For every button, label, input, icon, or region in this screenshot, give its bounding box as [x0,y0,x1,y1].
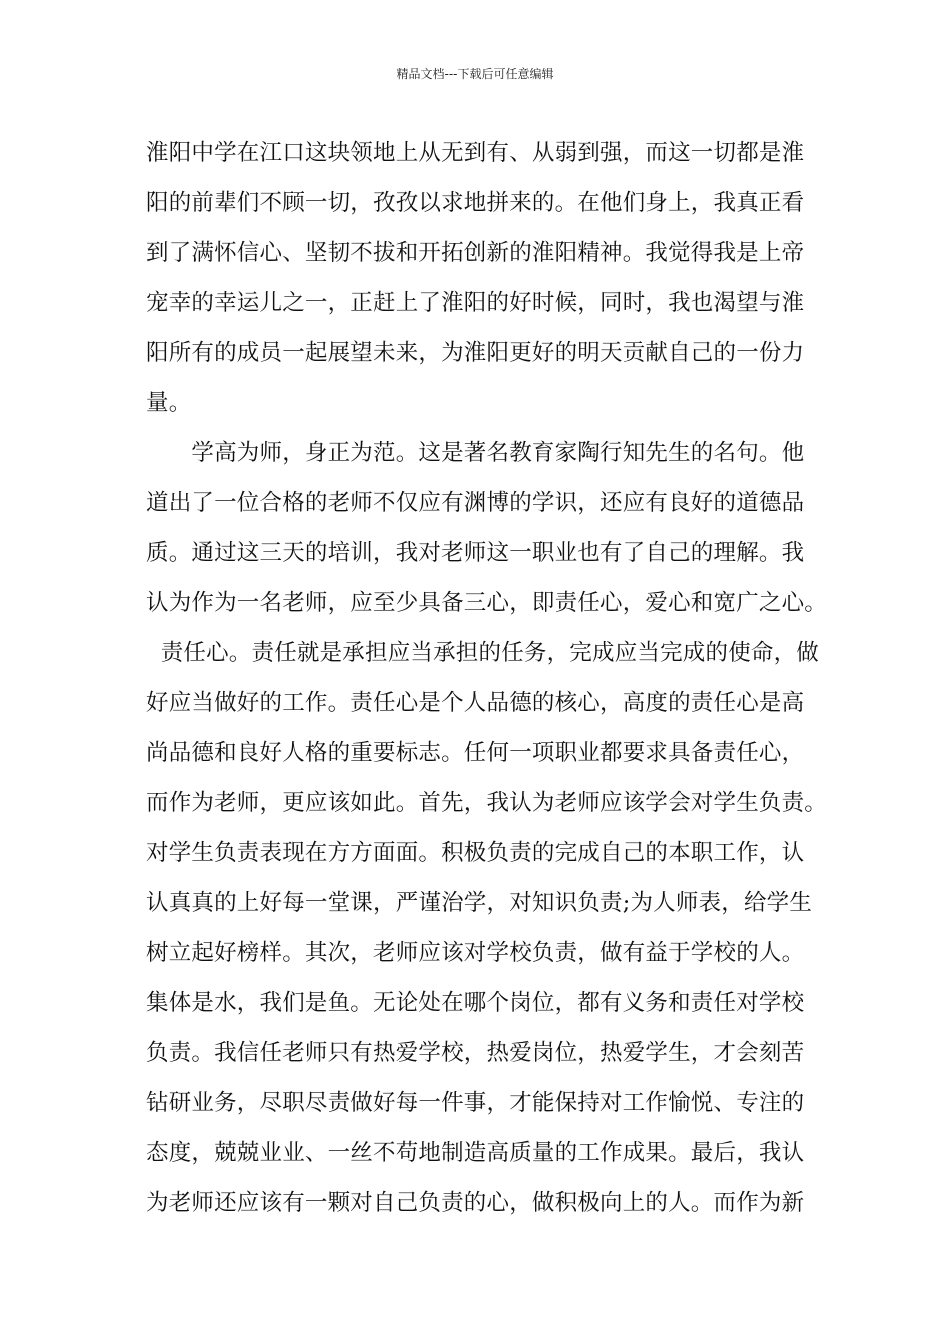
text-line: 树立起好榜样。其次，老师应该对学校负责，做有益于学校的人。 [146,940,805,966]
text-line: 钻研业务，尽职尽责做好每一件事，才能保持对工作愉悦、专注的 [146,1090,805,1116]
text-line: 责任心。责任就是承担应当承担的任务，完成应当完成的使命，做 [146,640,820,666]
page-header: 精品文档---下载后可任意编辑 [396,67,554,81]
text-line: 态度，兢兢业业、一丝不苟地制造高质量的工作成果。最后，我认 [146,1140,805,1166]
document-body [146,128,828,1228]
text-line: 学高为师，身正为范。这是著名教育家陶行知先生的名句。他 [146,440,805,466]
text-line: 阳的前辈们不顾一切，孜孜以求地拼来的。在他们身上，我真正看 [146,190,805,216]
text-line: 而作为老师，更应该如此。首先，我认为老师应该学会对学生负责。 [146,790,828,816]
text-line: 集体是水，我们是鱼。无论处在哪个岗位，都有义务和责任对学校 [146,990,805,1016]
text-line: 为老师还应该有一颗对自己负责的心，做积极向上的人。而作为新 [146,1190,805,1216]
text-line: 淮阳中学在江口这块领地上从无到有、从弱到强，而这一切都是淮 [146,140,805,166]
text-line: 到了满怀信心、坚韧不拔和开拓创新的淮阳精神。我觉得我是上帝 [146,240,805,266]
text-line: 好应当做好的工作。责任心是个人品德的核心，高度的责任心是高 [146,690,805,716]
text-line: 认真真的上好每一堂课，严谨治学，对知识负责;为人师表，给学生 [146,890,813,916]
text-line: 阳所有的成员一起展望未来，为淮阳更好的明天贡献自己的一份力 [146,340,805,366]
text-line: 量。 [146,390,192,416]
text-line: 道出了一位合格的老师不仅应有渊博的学识，还应有良好的道德品 [146,490,805,516]
text-line: 对学生负责表现在方方面面。积极负责的完成自己的本职工作，认 [146,840,805,866]
text-line: 质。通过这三天的培训，我对老师这一职业也有了自己的理解。我 [146,540,805,566]
text-line: 认为作为一名老师，应至少具备三心，即责任心，爱心和宽广之心。 [146,590,828,616]
text-line: 负责。我信任老师只有热爱学校，热爱岗位，热爱学生，才会刻苦 [146,1040,805,1066]
text-line: 尚品德和良好人格的重要标志。任何一项职业都要求具备责任心， [146,740,805,766]
text-line: 宠幸的幸运儿之一，正赶上了淮阳的好时候，同时，我也渴望与淮 [146,290,805,316]
